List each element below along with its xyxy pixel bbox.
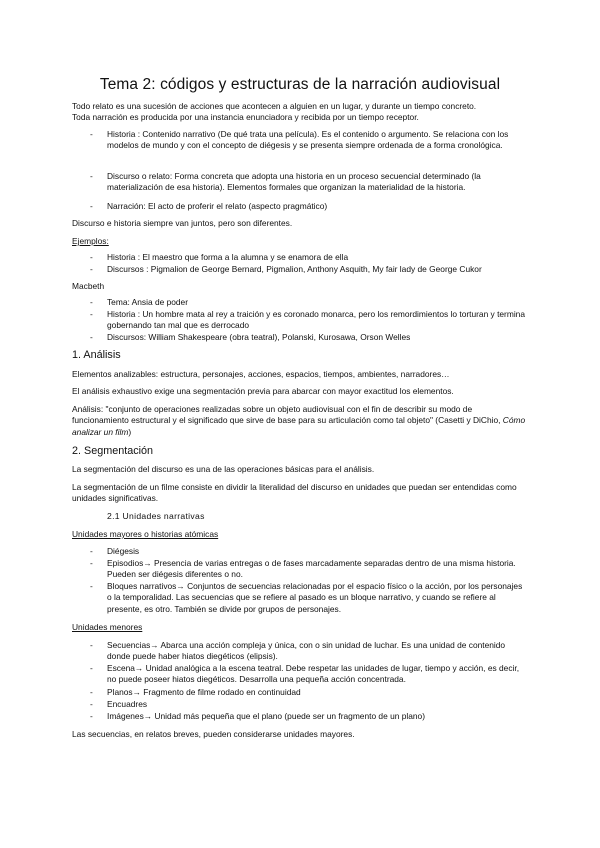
bullet-dash: - (90, 201, 93, 211)
bullet-dash: - (90, 558, 93, 568)
closing-paragraph: Las secuencias, en relatos breves, pueden considerarse unidades mayores. (72, 729, 355, 739)
bullet-dash: - (90, 309, 93, 319)
list-item-episodios: - Episodios→ Presencia de varias entregas o de fases marcadamente separadas dentro de una misma historia. Pueden ser diégesis diferentes o no. (90, 558, 516, 580)
bullet-dash: - (90, 171, 93, 181)
bullet-dash: - (90, 252, 93, 262)
list-item-ejemplo-discursos: - Discursos : Pigmalion de George Bernard, Pigmalion, Anthony Asquith, My fair lady de George Cukor (90, 264, 482, 274)
list-item-diegesis: - Diégesis (90, 546, 140, 556)
list-item-historia: - Historia : Contenido narrativo (De qué trata una película). Es el contenido o argumento. Se relaciona con los modelos de mundo y con el concepto de diégesis y se presenta siempre ordenada de a forma cronológica. (90, 129, 509, 151)
list-item-ejemplo-historia: - Historia : El maestro que forma a la alumna y se enamora de ella (90, 252, 349, 262)
list-item-encuadres: - Encuadres (90, 699, 148, 709)
bullet-dash: - (90, 663, 93, 673)
intro-line-1: Todo relato es una sucesión de acciones que acontecen a alguien en un lugar, y durante un tiempo concreto. (72, 101, 477, 111)
list-item-imagenes: - Imágenes→ Unidad más pequeña que el plano (puede ser un fragmento de un plano) (90, 711, 426, 721)
bullet-dash: - (90, 640, 93, 650)
list-item-macbeth-tema: - Tema: Ansia de poder (90, 297, 189, 307)
analisis-paragraph-3: Análisis: "conjunto de operaciones realizadas sobre un objeto audiovisual con el fin de describir su modo de funcionamiento estructural y el significado que sirve de base para su articulación como tal objeto" (Casetti y DiChio, Cómo analizar un film) (72, 404, 526, 437)
ejemplos-heading: Ejemplos: (72, 236, 109, 246)
subsection-heading-unidades-narrativas: 2.1 Unidades narrativas (107, 511, 205, 521)
list-item-macbeth-discursos: - Discursos: William Shakespeare (obra teatral), Polanski, Kurosawa, Orson Welles (90, 332, 411, 342)
bullet-dash: - (90, 297, 93, 307)
segmentacion-paragraph-2: La segmentación de un filme consiste en dividir la literalidad del discurso en unidades que puedan ser entendidas como unidades significativas. (72, 482, 517, 504)
section-heading-segmentacion: 2. Segmentación (72, 445, 154, 457)
list-item-narracion: - Narración: El acto de proferir el relato (aspecto pragmático) (90, 201, 328, 211)
menores-heading: Unidades menores (72, 622, 143, 632)
bullet-dash: - (90, 699, 93, 709)
discurso-historia-text: Discurso e historia siempre van juntos, pero son diferentes. (72, 218, 293, 228)
bullet-dash: - (90, 332, 93, 342)
list-item-secuencias: - Secuencias→ Abarca una acción compleja y única, con o sin unidad de luchar. Es una unidad de contenido donde puede haber hiatos diegéticos (elipsis). (90, 640, 506, 662)
bullet-dash: - (90, 264, 93, 274)
list-item-macbeth-historia: - Historia : Un hombre mata al rey a traición y es coronado monarca, pero los remordimientos lo torturan y termina gobernando tan mal que es derrocado (90, 309, 525, 331)
list-item-planos: - Planos→ Fragmento de filme rodado en continuidad (90, 687, 301, 697)
mayores-heading: Unidades mayores o historias atómicas (72, 529, 219, 539)
document-title: Tema 2: códigos y estructuras de la narración audiovisual (99, 76, 501, 93)
book-title: Cómo analizar un film (72, 415, 526, 437)
bullet-dash: - (90, 687, 93, 697)
list-item-bloques: - Bloques narrativos→ Conjuntos de secuencias relacionadas por el espacio físico o la acción, por los personajes o la temporalidad. Las secuencias que se refiere al pasado es un bloque narrativo, y cuando se refiere al presente, es otro. También se divide por grupos de personajes. (90, 581, 523, 614)
bullet-dash: - (90, 581, 93, 591)
list-item-escena: - Escena→ Unidad analógica a la escena teatral. Debe respetar las unidades de lugar, tiempo y acción, es decir, no puede poseer hiatos diegéticos. Desarrolla una pequeña acción concentrada. (90, 663, 520, 685)
section-heading-analisis: 1. Análisis (72, 349, 121, 361)
bullet-dash: - (90, 546, 93, 556)
macbeth-heading: Macbeth (72, 281, 105, 291)
bullet-dash: - (90, 129, 93, 139)
analisis-paragraph-1: Elementos analizables: estructura, personajes, acciones, espacios, tiempos, ambientes, narradores… (72, 369, 450, 379)
intro-paragraph (72, 101, 528, 124)
intro-line-2: Toda narración es producida por una instancia enunciadora y recibida por un tiempo receptor. (72, 112, 419, 123)
segmentacion-paragraph-1: La segmentación del discurso es una de las operaciones básicas para el análisis. (72, 464, 375, 474)
list-item-discurso: - Discurso o relato: Forma concreta que adopta una historia en un proceso secuencial determinado (la materialización de esa historia). Elementos formales que organizan la materialidad de la historia. (90, 171, 481, 193)
bullet-dash: - (90, 711, 93, 721)
analisis-paragraph-2: El análisis exhaustivo exige una segmentación previa para abarcar con mayor exactitud los elementos. (72, 386, 454, 396)
